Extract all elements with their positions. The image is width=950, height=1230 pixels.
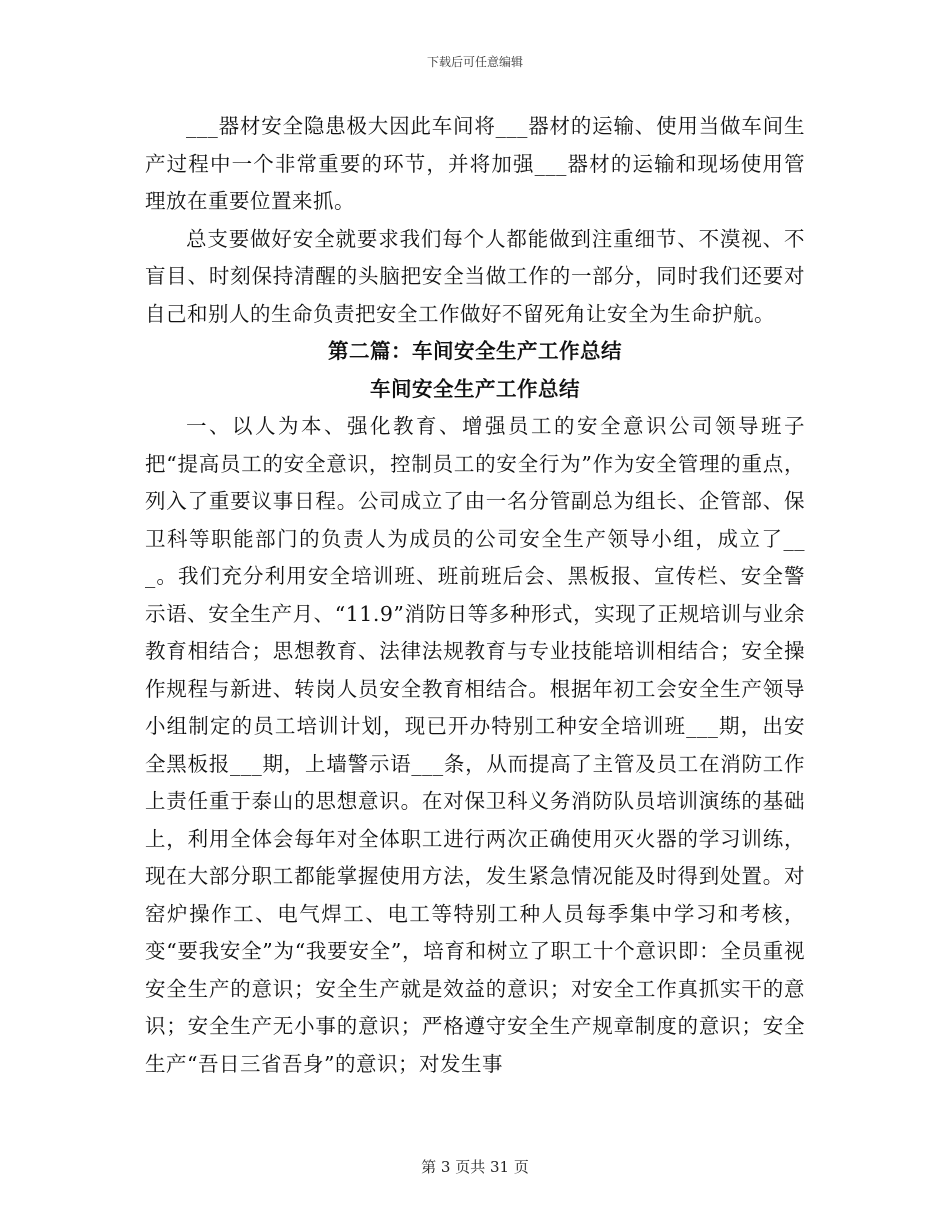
document-body: [145, 108, 805, 1083]
paragraph-equipment-safety: ___器材安全隐患极大因此车间将___器材的运输、使用当做车间生产过程中一个非常重要的环节，并将加强___器材的运输和现场使用管理放在重要位置来抓。: [145, 114, 805, 213]
paragraph-people-oriented: 一、以人为本、强化教育、增强员工的安全意识公司领导班子把“提高员工的安全意识，控制员工的安全行为”作为安全管理的重点，列入了重要议事日程。公司成立了由一名分管副总为组长、企管部、保卫科等职能部门的负责人为成员的公司安全生产领导小组，成立了___。我们充分利用安全培训班、班前班后会、黑板报、宣传栏、安全警示语、安全生产月、“11.9”消防日等多种形式，实现了正规培训与业余教育相结合；思想教育、法律法规教育与专业技能培训相结合；安全操作规程与新进、转岗人员安全教育相结合。根据年初工会安全生产领导小组制定的员工培训计划，现已开办特别工种安全培训班___期，出安全黑板报___期，上墙警示语___条，从而提高了主管及员工在消防工作上责任重于泰山的思想意识。在对保卫科义务消防队员培训演练的基础上，利用全体会每年对全体职工进行两次正确使用灭火器的学习训练，现在大部分职工都能掌握使用方法，发生紧急情况能及时得到处置。对窑炉操作工、电气焊工、电工等特别工种人员每季集中学习和考核，变“要我安全”为“我要安全”，培育和树立了职工十个意识即：全员重视安全生产的意识；安全生产就是效益的意识；对安全工作真抓实干的意识；安全生产无小事的意识；严格遵守安全生产规章制度的意识；安全生产“吾日三省吾身”的意识；对发生事: [145, 414, 805, 1076]
header-note: 下载后可任意编辑: [426, 55, 523, 69]
section-title: 第二篇：车间安全生产工作总结: [328, 339, 622, 363]
document-title: 车间安全生产工作总结: [370, 376, 580, 401]
paragraph-branch-safety: 总支要做好安全就要求我们每个人都能做到注重细节、不漠视、不盲目、时刻保持清醒的头脑把安全当做工作的一部分，同时我们还要对自己和别人的生命负责把安全工作做好不留死角让安全为生命护航。: [145, 226, 805, 326]
page-number-footer: 第 3 页共 31 页: [421, 1158, 529, 1176]
